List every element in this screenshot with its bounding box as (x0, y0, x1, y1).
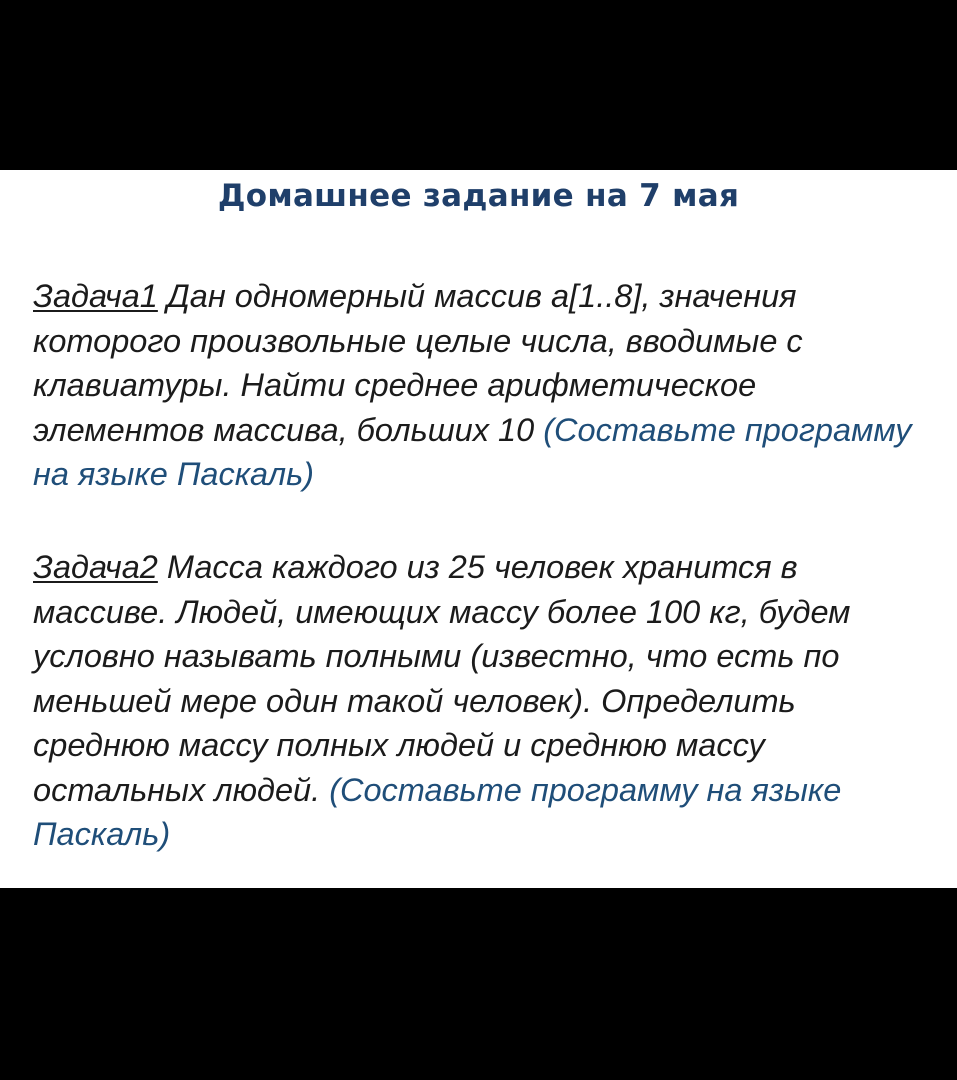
task-1-label: Задача1 (33, 278, 158, 314)
task-1-text: Дан одномерный массив a[1..8], значения которого произвольные целые числа, вводимые с клавиатуры. Найти среднее арифметическое элементов массива, больших 10 (33, 278, 803, 448)
task-2-text: Масса каждого из 25 человек хранится в массиве. Людей, имеющих массу более 100 кг, будем условно называть полными (известно, что есть по меньшей мере один такой человек). Определить среднюю массу полных людей и среднюю массу остальных людей. (33, 549, 851, 808)
task-1-note: (Составьте программу на языке Паскаль) (33, 411, 912, 492)
task-2-note: (Составьте программу на языке Паскаль) (33, 771, 842, 852)
task-1 (33, 274, 933, 497)
task-2 (33, 545, 933, 857)
document-title: Домашнее задание на 7 мая (217, 178, 740, 214)
document-page (0, 170, 957, 888)
task-2-label: Задача2 (33, 549, 158, 585)
